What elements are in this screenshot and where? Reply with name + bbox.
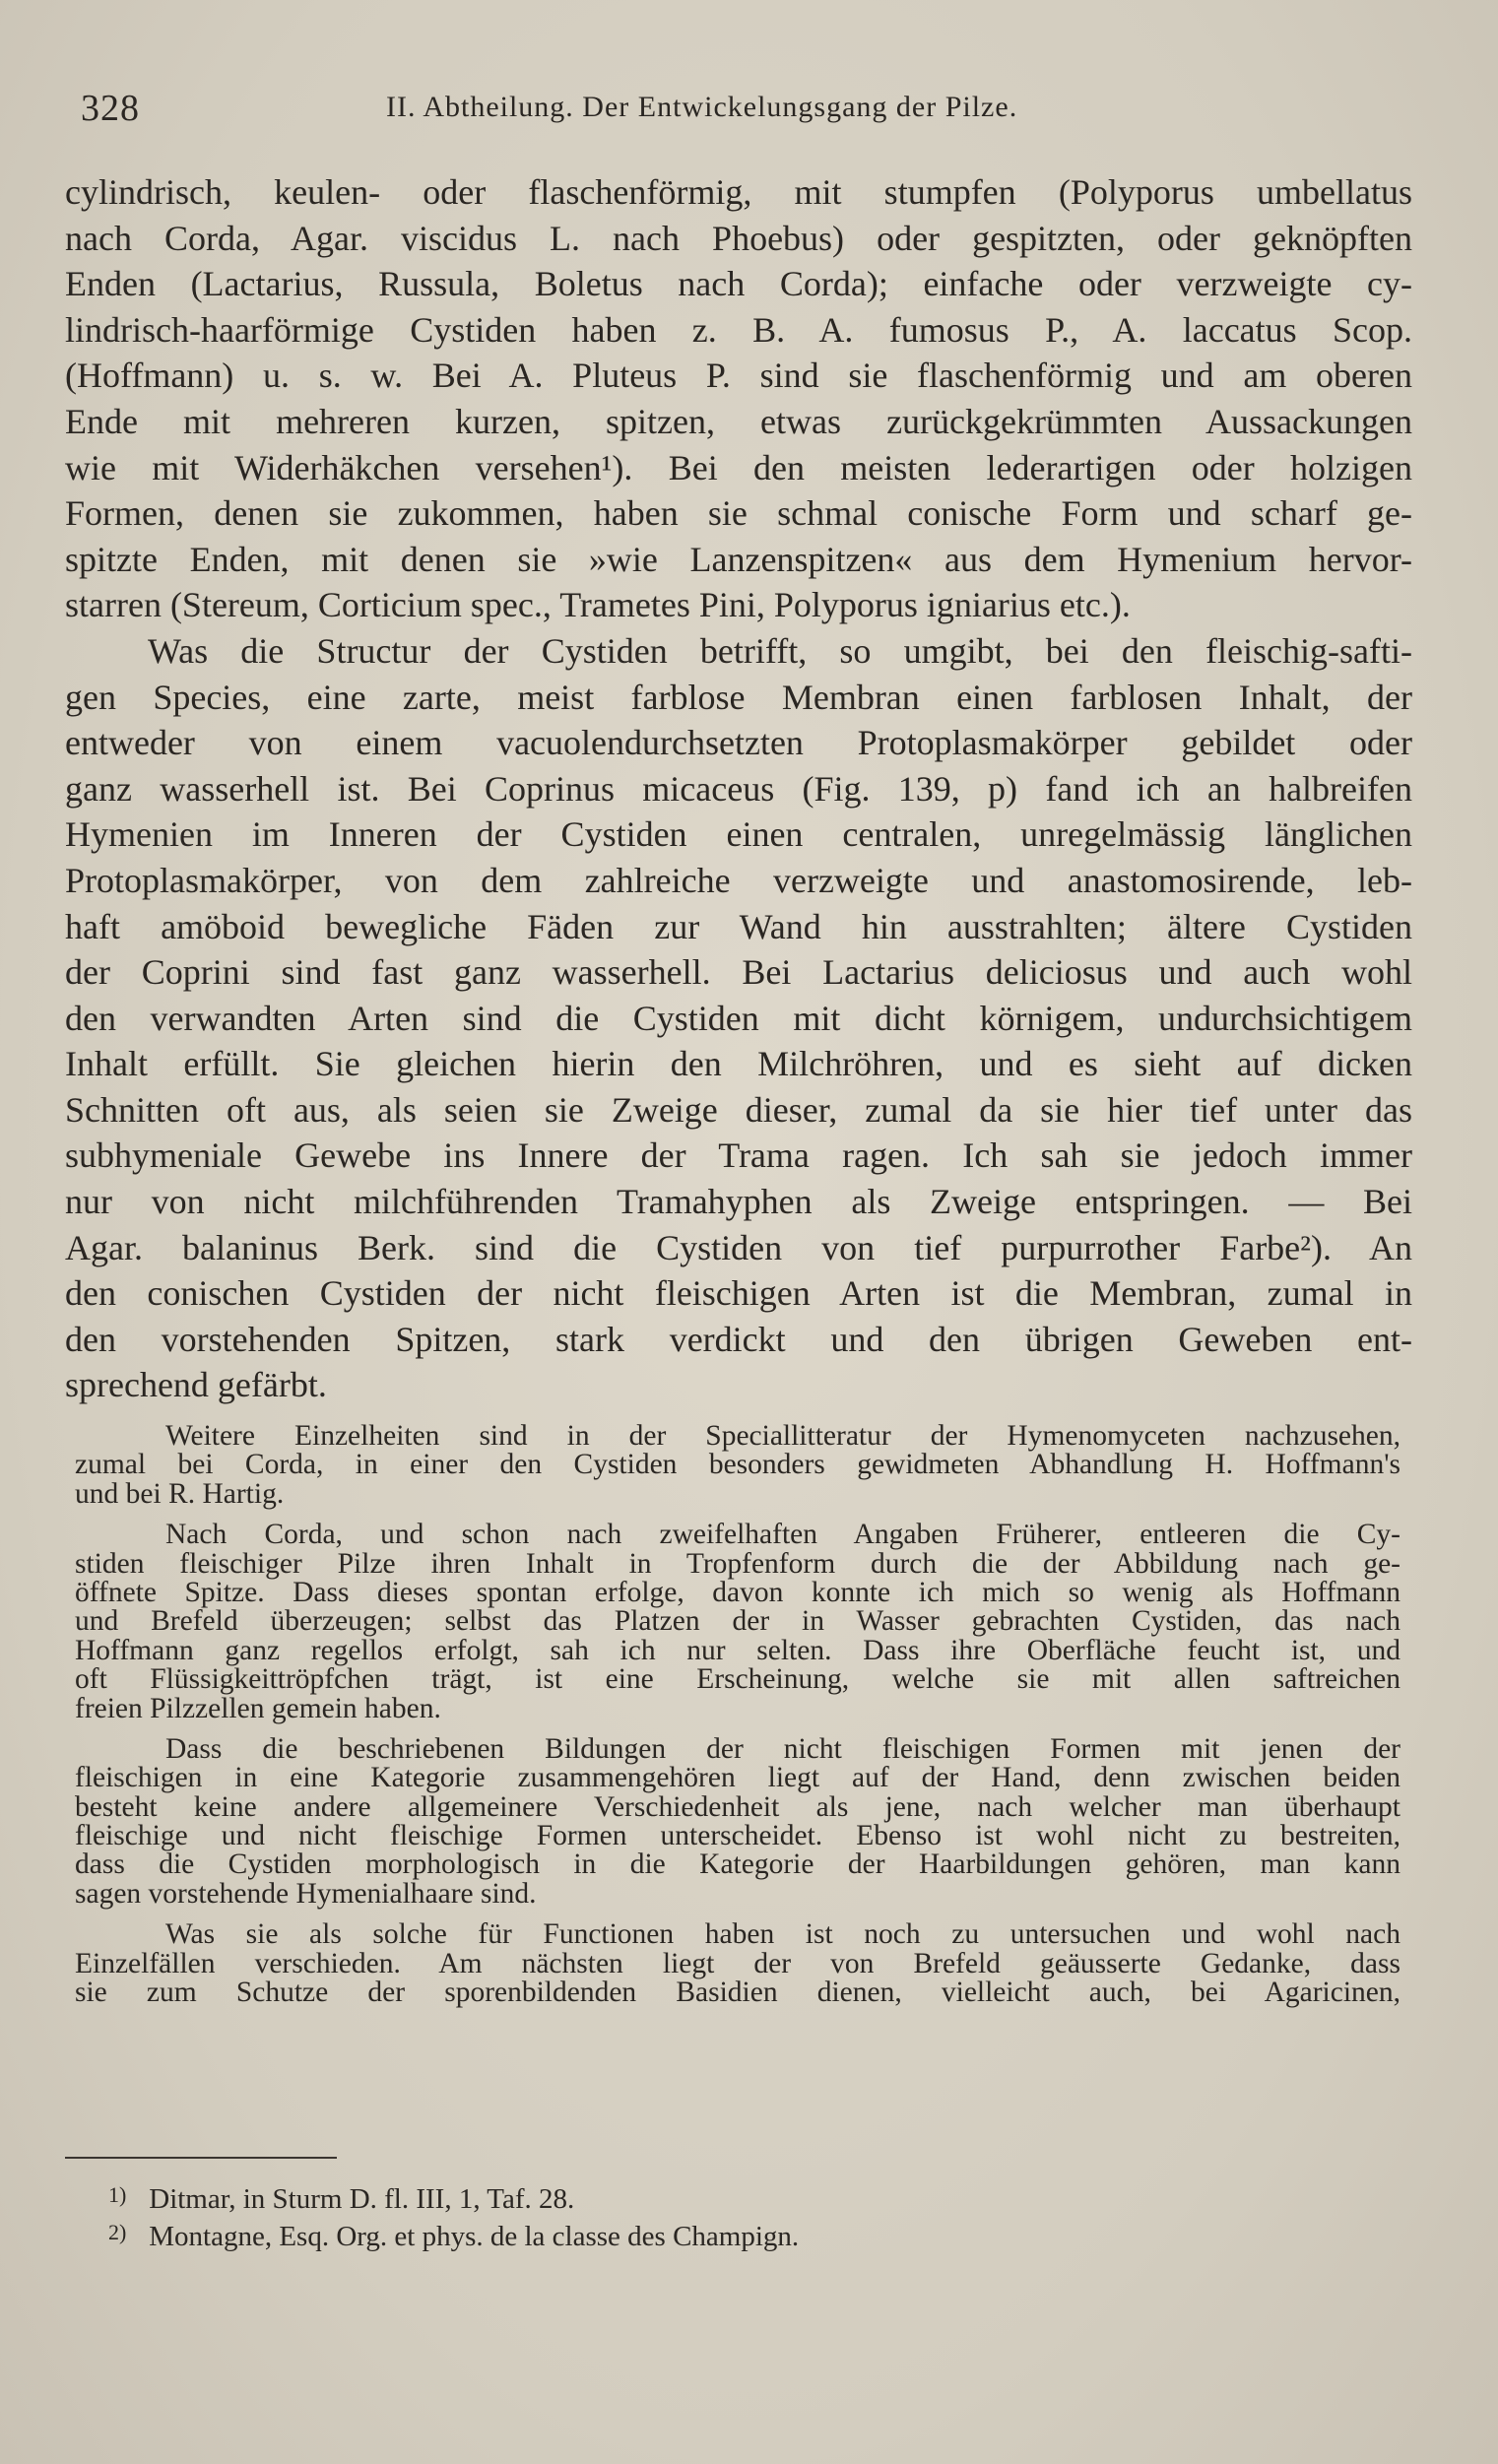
small-paragraph	[75, 1920, 1400, 2007]
small-text-line: und bei R. Hartig.	[75, 1477, 285, 1510]
small-text-line: öffnete Spitze. Dass dieses spontan erfolge, davon konnte ich mich so wenig als Hoffmann	[75, 1576, 1400, 1608]
text-line: wie mit Widerhäkchen versehen¹). Bei den meisten lederartigen oder holzigen	[65, 447, 1412, 487]
footnote	[108, 2176, 1192, 2214]
small-print-section	[75, 1422, 1400, 2007]
small-text-line: freien Pilzzellen gemein haben.	[75, 1692, 441, 1724]
small-text-line: Dass die beschriebenen Bildungen der nicht fleischigen Formen mit jenen der	[165, 1732, 1400, 1765]
text-line: Schnitten oft aus, als seien sie Zweige dieser, zumal da sie hier tief unter das	[65, 1089, 1412, 1130]
text-line: sprechend gefärbt.	[65, 1365, 327, 1405]
text-line: Enden (Lactarius, Russula, Boletus nach Corda); einfache oder verzweigte cy-	[65, 264, 1412, 304]
footnote-marker: 1)	[108, 2182, 127, 2207]
small-text-line: und Brefeld überzeugen; selbst das Platzen der in Wasser gebrachten Cystiden, das nach	[75, 1605, 1400, 1638]
text-line: starren (Stereum, Corticium spec., Trametes Pini, Polyporus igniarius etc.).	[65, 585, 1131, 625]
footnote-text: Montagne, Esq. Org. et phys. de la classe des Champign.	[149, 2221, 800, 2252]
small-text-line: sie zum Schutze der sporenbildenden Basidien dienen, vielleicht auch, bei Agaricinen,	[75, 1977, 1400, 2009]
text-line: den conischen Cystiden der nicht fleischigen Arten ist die Membran, zumal in	[65, 1273, 1412, 1314]
footnote-marker: 2)	[108, 2220, 127, 2244]
small-paragraph	[75, 1422, 1400, 1509]
text-line: Protoplasmakörper, von dem zahlreiche verzweigte und anastomosirende, leb-	[65, 860, 1412, 900]
text-line: haft amöboid bewegliche Fäden zur Wand hin ausstrahlten; ältere Cystiden	[65, 906, 1412, 946]
main-text	[65, 169, 1412, 1408]
footnote	[108, 2214, 1192, 2251]
small-text-line: sagen vorstehende Hymenialhaare sind.	[75, 1877, 537, 1910]
small-text-line: Hoffmann ganz regellos erfolgt, sah ich nur selten. Dass ihre Oberfläche feucht ist, und	[75, 1634, 1400, 1666]
page-number: 328	[81, 88, 140, 129]
text-line: Inhalt erfüllt. Sie gleichen hierin den Milchröhren, und es sieht auf dicken	[65, 1044, 1412, 1084]
footnote-text: Ditmar, in Sturm D. fl. III, 1, Taf. 28.	[149, 2183, 575, 2215]
small-text-line: stiden fleischiger Pilze ihren Inhalt in Tropfenform durch die der Abbildung nach ge-	[75, 1547, 1400, 1580]
text-line: spitzte Enden, mit denen sie »wie Lanzenspitzen« aus dem Hymenium hervor-	[65, 539, 1412, 579]
small-text-line: Was sie als solche für Functionen haben ist noch zu untersuchen und wohl nach	[165, 1918, 1400, 1951]
small-text-line: Einzelfällen verschieden. Am nächsten liegt der von Brefeld geäusserte Gedanke, dass	[75, 1947, 1400, 1979]
text-line: lindrisch-haarförmige Cystiden haben z. B. A. fumosus P., A. laccatus Scop.	[65, 309, 1412, 350]
text-line: subhymeniale Gewebe ins Innere der Trama ragen. Ich sah sie jedoch immer	[65, 1135, 1412, 1176]
footnote-divider	[65, 2157, 337, 2159]
small-text-line: fleischige und nicht fleischige Formen unterscheidet. Ebenso ist wohl nicht zu bestreiten,	[75, 1820, 1400, 1852]
small-paragraph	[75, 1521, 1400, 1723]
small-text-line: oft Flüssigkeittröpfchen trägt, ist eine Erscheinung, welche sie mit allen saftreichen	[75, 1663, 1400, 1696]
small-text-line: zumal bei Corda, in einer den Cystiden besonders gewidmeten Abhandlung H. Hoffmann's	[75, 1449, 1400, 1481]
text-line: nur von nicht milchführenden Tramahyphen als Zweige entspringen. — Bei	[65, 1182, 1412, 1222]
text-line: ganz wasserhell ist. Bei Coprinus micaceus (Fig. 139, p) fand ich an halbreifen	[65, 768, 1412, 809]
text-line: Hymenien im Inneren der Cystiden einen centralen, unregelmässig länglichen	[65, 814, 1412, 855]
text-line: cylindrisch, keulen- oder flaschenförmig, mit stumpfen (Polyporus umbellatus	[65, 172, 1412, 212]
text-line: Agar. balaninus Berk. sind die Cystiden von tief purpurrother Farbe²). An	[65, 1227, 1412, 1267]
text-line: gen Species, eine zarte, meist farblose Membran einen farblosen Inhalt, der	[65, 677, 1412, 717]
text-line: Formen, denen sie zukommen, haben sie schmal conische Form und scharf ge-	[65, 493, 1412, 534]
small-text-line: besteht keine andere allgemeinere Verschiedenheit als jene, nach welcher man überhaupt	[75, 1790, 1400, 1823]
text-line: den vorstehenden Spitzen, stark verdickt und den übrigen Geweben ent-	[65, 1319, 1412, 1359]
small-text-line: dass die Cystiden morphologisch in die Kategorie der Haarbildungen gehören, man kann	[75, 1848, 1400, 1881]
text-line: (Hoffmann) u. s. w. Bei A. Pluteus P. sind sie flaschenförmig und am oberen	[65, 356, 1412, 396]
text-line: Was die Structur der Cystiden betrifft, so umgibt, bei den fleischig-safti-	[148, 630, 1412, 671]
footnotes	[108, 2176, 1192, 2251]
small-paragraph	[75, 1732, 1400, 1910]
text-line: der Coprini sind fast ganz wasserhell. Bei Lactarius deliciosus und auch wohl	[65, 952, 1412, 993]
page-header	[81, 87, 1420, 136]
running-head: II. Abtheilung. Der Entwickelungsgang der Pilze.	[386, 91, 1018, 123]
text-line: Ende mit mehreren kurzen, spitzen, etwas zurückgekrümmten Aussackungen	[65, 401, 1412, 441]
small-text-line: fleischigen in eine Kategorie zusammengehören liegt auf der Hand, denn zwischen beiden	[75, 1762, 1400, 1794]
small-text-line: Nach Corda, und schon nach zweifelhaften Angaben Früherer, entleeren die Cy-	[165, 1519, 1400, 1551]
text-line: nach Corda, Agar. viscidus L. nach Phoebus) oder gespitzten, oder geknöpften	[65, 218, 1412, 258]
text-line: den verwandten Arten sind die Cystiden mit dicht körnigem, undurchsichtigem	[65, 998, 1412, 1038]
small-text-line: Weitere Einzelheiten sind in der Speciallitteratur der Hymenomyceten nachzusehen,	[165, 1420, 1400, 1452]
text-line: entweder von einem vacuolendurchsetzten Protoplasmakörper gebildet oder	[65, 723, 1412, 763]
